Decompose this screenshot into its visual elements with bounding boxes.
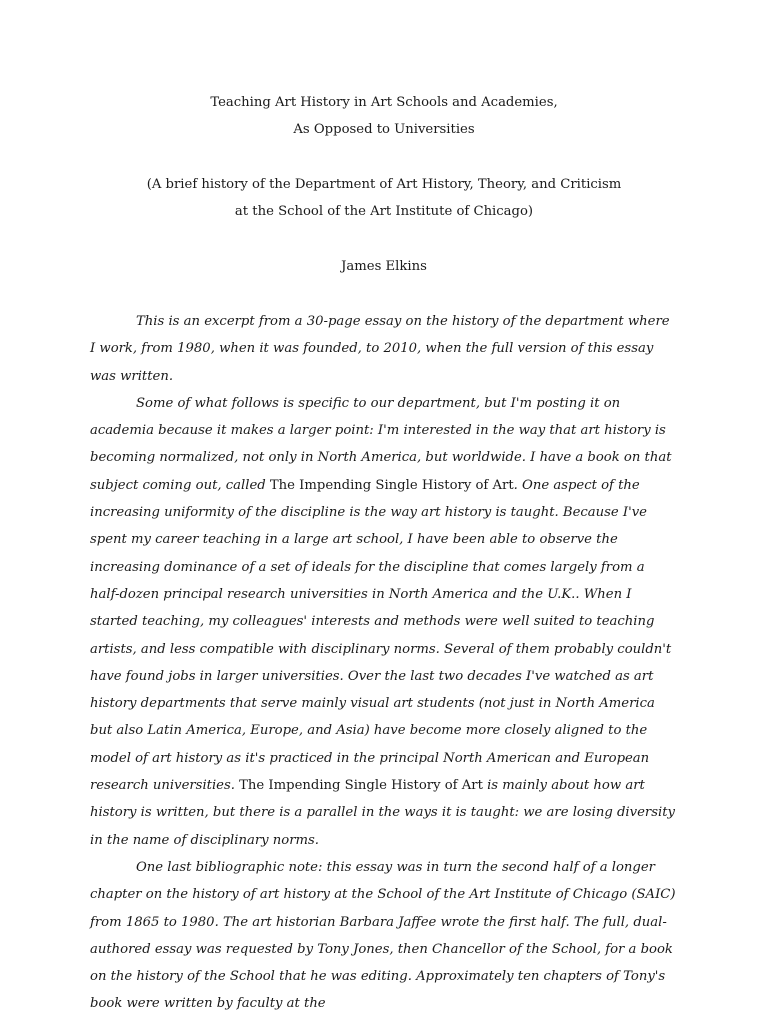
title-line-2: As Opposed to Universities bbox=[293, 122, 475, 137]
title-line-1: Teaching Art History in Art Schools and Academies, bbox=[210, 95, 558, 110]
paragraph-context bbox=[90, 390, 678, 854]
body-text bbox=[90, 308, 678, 1018]
book-title-reference: The Impending Single History of Art bbox=[269, 477, 514, 493]
subtitle-line-1: (A brief history of the Department of Art History, Theory, and Criticism bbox=[146, 177, 622, 192]
book-title-reference: The Impending Single History of Art bbox=[239, 778, 483, 794]
paragraph-intro bbox=[90, 308, 678, 390]
paragraph-context-text-1: Some of what follows is specific to our department, but I'm posting it on academia because it makes a larger point: I'm interested in the way that art history is becoming normalized, not only in North America, but worldwide. I have a book on that subject coming out, called bbox=[90, 395, 672, 493]
paragraph-intro-text: This is an excerpt from a 30-page essay on the history of the department where I work, from 1980, when it was founded, to 2010, when the full version of this essay was written. bbox=[90, 314, 670, 384]
paragraph-context-text-2: . One aspect of the increasing uniformity of the discipline is the way art history is taught. Because I've spent my career teaching in a large art school, I have been able to observe the increasing dominance of a set of ideals for the discipline that comes largely from a half-dozen principal research universities in North America and the U.K.. When I started teaching, my colleagues' interests and methods were well suited to teaching artists, and less compatible with disciplinary norms. Several of them probably couldn't have found jobs in larger universities. Over the last two decades I've watched as art history departments that serve mainly visual art students (not just in North America but also Latin America, Europe, and Asia) have become more closely aligned to the model of art history as it's practiced in the principal North American and European research universities. bbox=[90, 477, 672, 794]
paragraph-bibliographic-note bbox=[90, 854, 678, 1018]
paragraph-bibliographic-note-text: One last bibliographic note: this essay was in turn the second half of a longer chapter on the history of art history at the School of the Art Institute of Chicago (SAIC) from 1865 to 1980. The art historian Barbara Jaffee wrote the first half. The full, dual-authored essay was requested by Tony Jones, then Chancellor of the School, for a book on the history of the School that he was editing. Approximately ten chapters of Tony's book were written by faculty at the bbox=[90, 859, 676, 1012]
paragraph-context-text-3: is mainly about how art history is written, but there is a parallel in the ways it is taught: we are losing diversity in the name of disciplinary norms. bbox=[90, 778, 675, 848]
subtitle-line-2: at the School of the Art Institute of Chicago) bbox=[234, 204, 534, 219]
author-name: James Elkins bbox=[341, 259, 427, 274]
